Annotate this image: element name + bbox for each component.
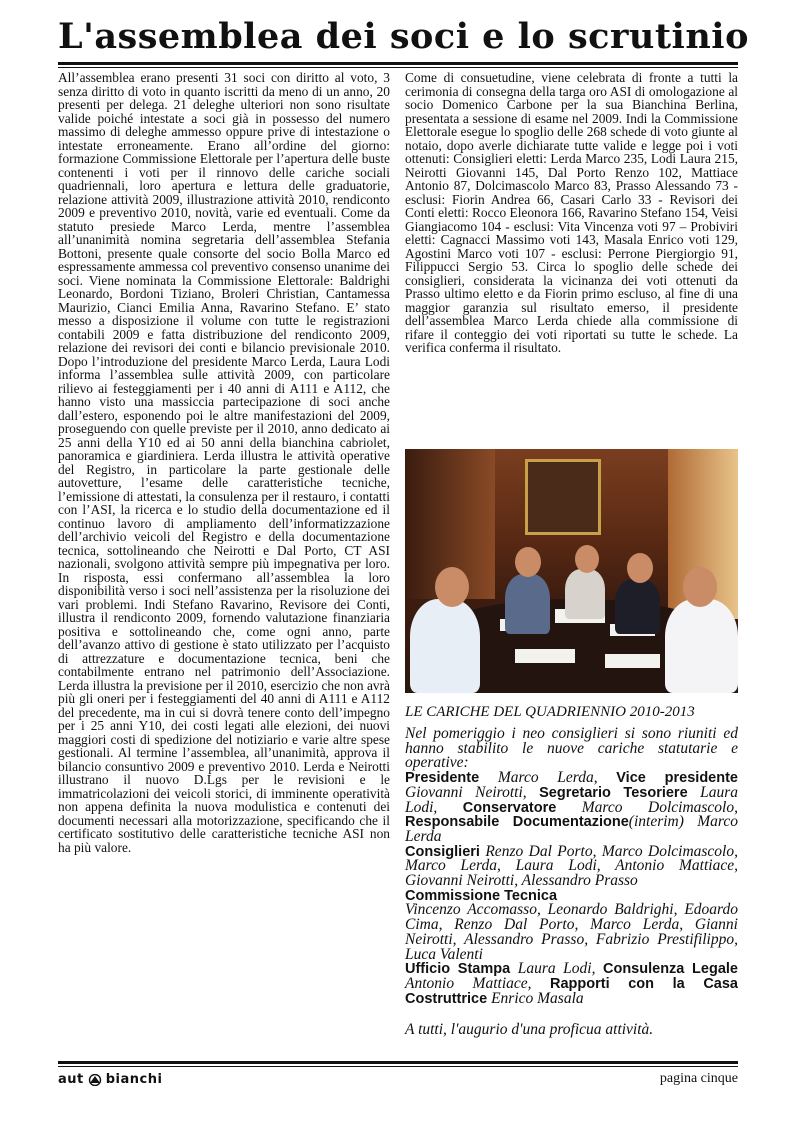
cariche-roles: Presidente Marco Lerda, Vice presidente Giovanni Neirotti, Segretario Tesoriere Laura Lodi, Conservatore Marco Dolcimascolo, Responsabile Documentazione(interim) Marco Lerda bbox=[405, 769, 738, 845]
cariche-commissione: Commissione Tecnica Vincenzo Accomasso, Leonardo Baldrighi, Edoardo Cima, Renzo Dal Porto, Marco Lerda, Gianni Neirotti, Alessandro Prasso, Fabrizio Prestifilippo, Luca Valenti bbox=[405, 887, 738, 963]
cariche-consiglieri: Consiglieri Renzo Dal Porto, Marco Dolcimascolo, Marco Lerda, Laura Lodi, Antonio Mattiace, Giovanni Neirotti, Alessandro Prasso bbox=[405, 842, 738, 890]
assembly-photo bbox=[405, 449, 738, 693]
bottom-rule-thin bbox=[58, 1066, 738, 1067]
article-title: L'assemblea dei soci e lo scrutinio bbox=[58, 16, 749, 57]
bottom-rule-thick bbox=[58, 1061, 738, 1064]
logo-right-text: bianchi bbox=[105, 1072, 163, 1087]
painting-frame-icon bbox=[525, 459, 601, 535]
right-column bbox=[405, 71, 738, 355]
top-rule-thin bbox=[58, 67, 738, 68]
closing-wish: A tutti, l'augurio d'una proficua attività. bbox=[405, 1021, 654, 1038]
left-column-paragraph: All’assemblea erano presenti 31 soci con diritto al voto, 3 senza diritto di voto in quanto iscritti da meno di un anno, 20 presenti per delega. 21 deleghe ulteriori non sono risultate valide poiché intestate a soci già in possesso del numero massimo di deleghe ammesso oppure prive di intestazione o intestate erroneamente. Erano all’ordine del giorno: formazione Commissione Elettorale per l’apertura delle buste contenenti i voti per il rinnovo delle cariche sociali quadriennali, loro apertura e lettura delle graduatorie, relazione attività 2009, illustrazione attività 2010, rendiconto 2009 e preventivo 2010, novità, varie ed eventuali. Come da statuto presiede Marco Lerda, mentre l’assemblea all’unanimità nomina segretaria dell’assemblea Stefania Bottoni, presente quale consorte del socio Bolla Marco ed espressamente ammessa col preventivo consenso unanime dei soci. Viene nominata la Commissione Elettorale: Baldrighi Leonardo, Bordoni Tiziano, Broleri Christian, Cantamessa Maurizio, Cianci Emilia Anna, Ravarino Stefano. E’ stato messo a disposizione il volume con tutte le registrazioni contabili 2009 e fatta distribuzione del rendiconto 2009, relazione dei revisori dei conti e bilancio previsionale 2010. Dopo l’introduzione del presidente Marco Lerda, Laura Lodi informa l’assemblea sulle attività 2009, con particolare rilievo ai festeggiamenti per i 40 anni di A111 e A112, che hanno visto una massiccia partecipazione di soci anche dall’estero, esponendo poi le altre manifestazioni del 2009, proseguendo con quelle previste per il 2010, anno dedicato ai 25 anni della Y10 ed ai 50 anni della bianchina cabriolet, panoramica e giardiniera. Lerda illustra le attività operative del Registro, in particolare la parte gestionale delle autovetture, l’esame delle caratteristiche tecniche, l’emissione di attestati, la consulenza per il restauro, i contatti con l’ASI, la ricerca e lo studio della documentazione ed il continuo lavoro di ampliamento dell’informatizzazione dell’archivio veicoli del Registro e della documentazione tecnica, sottolineando che Neirotti e Dal Porto, CT ASI nazionali, svolgono attività sempre più impegnativa per loro. In risposta, essi confermano all’assemblea la loro disponibilità verso i soci nell’assistenza per la risoluzione dei vari problemi. Indi Stefano Ravarino, Revisore dei Conti, illustra il rendiconto 2009, fornendo valutazione finanziaria positiva e sottolineando che, come ogni anno, parte dell’avanzo attivo di gestione è stato utilizzato per l’acquisto di attrezzature e documentazione tecnica, beni che contabilmente entrano nel patrimonio dell’Associazione. Lerda illustra la previsione per il 2010, esercizio che non avrà più gli oneri per i festeggiamenti del 40 anni di A111 e A112 del precedente, ma in cui si dovrà tenere conto dell’impegno per i 25 anni Y10, dei costi legati alle elezioni, dei nuovi maggiori costi di spedizione del notiziario e varie altre spese gestionali. Al termine l’assemblea, all’unanimità, approva il bilancio consuntivo 2009 e preventivo 2010. Lerda e Neirotti illustrano il nuovo D.Lgs per le revisioni e le immatricolazioni dei veicoli storici, di imminente operatività non appena definita la nuova modulistica e contenuti dei documenti necessari alla motorizzazione, specificando che il certificato sostitutivo delle caratteristiche tecniche ASI non ha più valore. bbox=[58, 70, 390, 855]
page-number: pagina cinque bbox=[659, 1071, 738, 1086]
left-column bbox=[58, 71, 390, 854]
logo-left-text: aut bbox=[58, 1072, 84, 1087]
cariche-intro: Nel pomeriggio i neo consiglieri si sono riuniti ed hanno stabilito le nuove cariche statutarie e operative: bbox=[405, 725, 738, 772]
top-rule-thick bbox=[58, 62, 738, 65]
cariche-heading: LE CARICHE DEL QUADRIENNIO 2010-2013 bbox=[405, 704, 695, 720]
logo-mark-icon bbox=[87, 1074, 103, 1086]
cariche-list bbox=[405, 727, 738, 1006]
right-column-paragraph: Come di consuetudine, viene celebrata di fronte a tutti la cerimonia di consegna della targa oro ASI di omologazione al socio Domenico Carbone per la sua Bianchina Berlina, presentata a sessione di esame nel 2009. Indi la Commissione Elettorale esegue lo spoglio delle 268 schede di voto giunte al notaio, dopo averle dichiarate tutte valide e legge poi i voti ottenuti: Consiglieri eletti: Lerda Marco 235, Lodi Laura 215, Neirotti Giovanni 145, Dal Porto Renzo 102, Mattiace Antonio 87, Dolcimascolo Marco 83, Prasso Alessando 73 - esclusi: Fiorin Andrea 66, Casari Carlo 33 - Revisori dei Conti eletti: Rocco Eleonora 166, Ravarino Stefano 154, Veisi Giangiacomo 104 - esclusi: Vita Vincenza voti 97 – Probiviri eletti: Cagnacci Massimo voti 143, Masala Enrico voti 129, Agostini Marco voti 107 - esclusi: Perrone Piergiorgio 91, Filippucci Sergio 53. Circa lo spoglio delle schede dei consiglieri, considerata la vicinanza dei voti ottenuti da Prasso ultimo eletto e da Fiorin primo escluso, al fine di una maggior garanzia sul risultato emerso, il presidente dell’assemblea Marco Lerda chiede alla commissione di rifare il conteggio dei voti riportati su tutte le schede. La verifica conferma il risultato. bbox=[405, 70, 738, 355]
cariche-altro: Ufficio Stampa Laura Lodi, Consulenza Legale Antonio Mattiace, Rapporti con la Casa Costruttrice Enrico Masala bbox=[405, 960, 738, 1007]
footer-logo bbox=[58, 1072, 162, 1087]
